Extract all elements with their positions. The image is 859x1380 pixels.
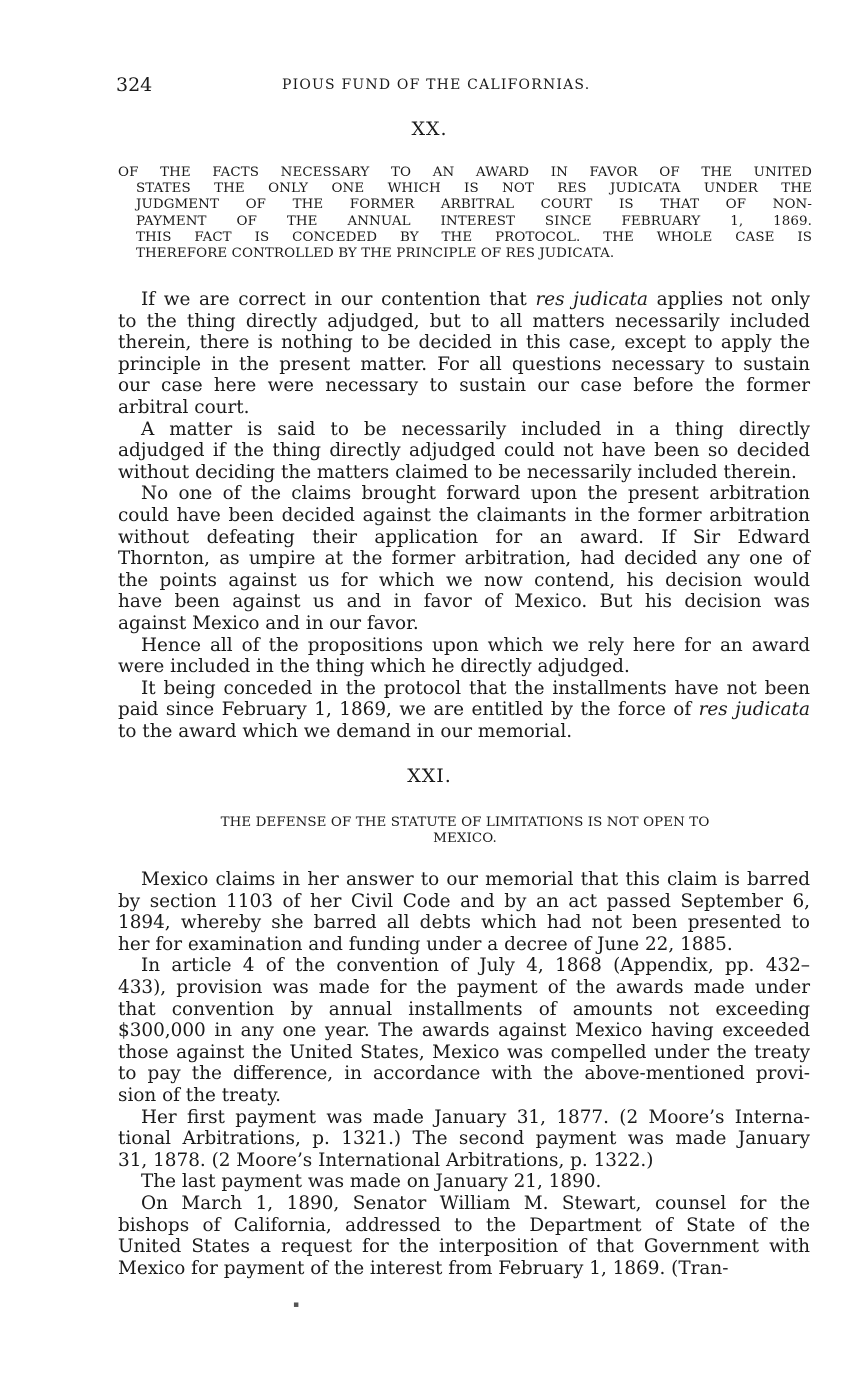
text-line: bishops of California, addressed to the Department of State of the — [118, 1214, 810, 1236]
text-line: without deciding the matters claimed to be necessarily included therein. — [118, 461, 797, 483]
text-line: adjudged if the thing directly adjudged could not have been so decided — [118, 440, 810, 462]
text-line: were included in the thing which he directly adjudged. — [118, 656, 630, 678]
text-line: sion of the treaty. — [118, 1084, 281, 1106]
text-line: In article 4 of the convention of July 4, 1868 (Appendix, pp. 432– — [141, 955, 810, 977]
text-line: Her first payment was made January 31, 1877. (2 Moore’s Interna- — [141, 1106, 810, 1128]
text-line: arbitral court. — [118, 396, 250, 418]
running-header — [116, 74, 810, 102]
heading-line: THEREFORE CONTROLLED BY THE PRINCIPLE OF RES JUDICATA. — [136, 246, 615, 262]
section-number-xxi: XXI. — [407, 765, 452, 787]
text-line: to pay the difference, in accordance with the above-mentioned provi- — [118, 1063, 810, 1085]
section-body-xx — [118, 289, 810, 742]
text-line: to the award which we demand in our memorial. — [118, 720, 573, 742]
section-body-xxi — [118, 869, 810, 1279]
heading-line: PAYMENT OF THE ANNUAL INTEREST SINCE FEBRUARY 1, 1869. — [136, 213, 812, 229]
text-line: our case here were necessary to sustain our case before the former — [118, 375, 810, 397]
running-title: PIOUS FUND OF THE CALIFORNIAS. — [282, 77, 591, 93]
heading-line: JUDGMENT OF THE FORMER ARBITRAL COURT IS THAT OF NON- — [136, 197, 812, 213]
text-line: A matter is said to be necessarily included in a thing directly — [141, 418, 810, 440]
text-line: that convention by annual installments of amounts not exceeding — [118, 998, 810, 1020]
text-line: 1894, whereby she barred all debts which had not been presented to — [118, 912, 810, 934]
section-number-xx: XX. — [411, 118, 448, 140]
text-line: therein, there is nothing to be decided in this case, except to apply the — [118, 332, 810, 354]
text-line: It being conceded in the protocol that the installments have not been — [141, 677, 810, 699]
text-line: Hence all of the propositions upon which we rely here for an award — [141, 634, 810, 656]
text-line: The last payment was made on January 21, 1890. — [141, 1171, 602, 1193]
text-line: United States a request for the interposition of that Government with — [118, 1236, 810, 1258]
text-line: her for examination and funding under a decree of June 22, 1885. — [118, 933, 733, 955]
text-line: Mexico claims in her answer to our memorial that this claim is barred — [141, 869, 810, 890]
text-line: have been against us and in favor of Mexico. But his decision was — [118, 591, 810, 613]
text-line: principle in the present matter. For all questions necessary to sustain — [118, 353, 810, 375]
section-heading-xxi — [118, 815, 812, 847]
text-line: 433), provision was made for the payment of the awards made under — [118, 976, 810, 998]
heading-line: MEXICO. — [433, 831, 497, 847]
text-line: Thornton, as umpire at the former arbitration, had decided any one of — [118, 548, 810, 570]
print-speck: ▪ — [293, 1300, 300, 1310]
text-line: against Mexico and in our favor. — [118, 612, 419, 634]
heading-line: OF THE FACTS NECESSARY TO AN AWARD IN FAVOR OF THE UNITED — [118, 165, 812, 180]
text-line: tional Arbitrations, p. 1321.) The second payment was made January — [118, 1128, 810, 1150]
text-line: could have been decided against the claimants in the former arbitration — [118, 504, 810, 526]
heading-line: THIS FACT IS CONCEDED BY THE PROTOCOL. THE WHOLE CASE IS — [136, 229, 812, 245]
text-line: On March 1, 1890, Senator William M. Stewart, counsel for the — [141, 1192, 810, 1214]
italic-term: res judicata — [698, 699, 810, 721]
page-number: 324 — [116, 74, 153, 96]
text-line: those against the United States, Mexico was compelled under the treaty — [118, 1041, 810, 1063]
text-line: without defeating their application for an award. If Sir Edward — [118, 526, 810, 548]
text-line: No one of the claims brought forward upon the present arbitration — [141, 483, 810, 505]
text-line: the points against us for which we now contend, his decision would — [118, 569, 810, 591]
text-line: paid since February 1, 1869, we are entitled by the force of res judicata — [118, 699, 810, 721]
text-line: to the thing directly adjudged, but to all matters necessarily included — [118, 310, 810, 332]
heading-line: STATES THE ONLY ONE WHICH IS NOT RES JUDICATA UNDER THE — [136, 181, 812, 197]
text-line: by section 1103 of her Civil Code and by an act passed September 6, — [118, 890, 810, 912]
text-line: $300,000 in any one year. The awards against Mexico having exceeded — [118, 1020, 810, 1042]
text-line: 31, 1878. (2 Moore’s International Arbitrations, p. 1322.) — [118, 1149, 654, 1171]
heading-line: THE DEFENSE OF THE STATUTE OF LIMITATIONS IS NOT OPEN TO — [220, 815, 710, 830]
italic-term: res judicata — [535, 289, 648, 310]
text-line: If we are correct in our contention that res judicata applies not only — [141, 289, 810, 310]
text-line: Mexico for payment of the interest from February 1, 1869. (Tran- — [118, 1257, 729, 1279]
section-heading-xx — [118, 165, 812, 262]
